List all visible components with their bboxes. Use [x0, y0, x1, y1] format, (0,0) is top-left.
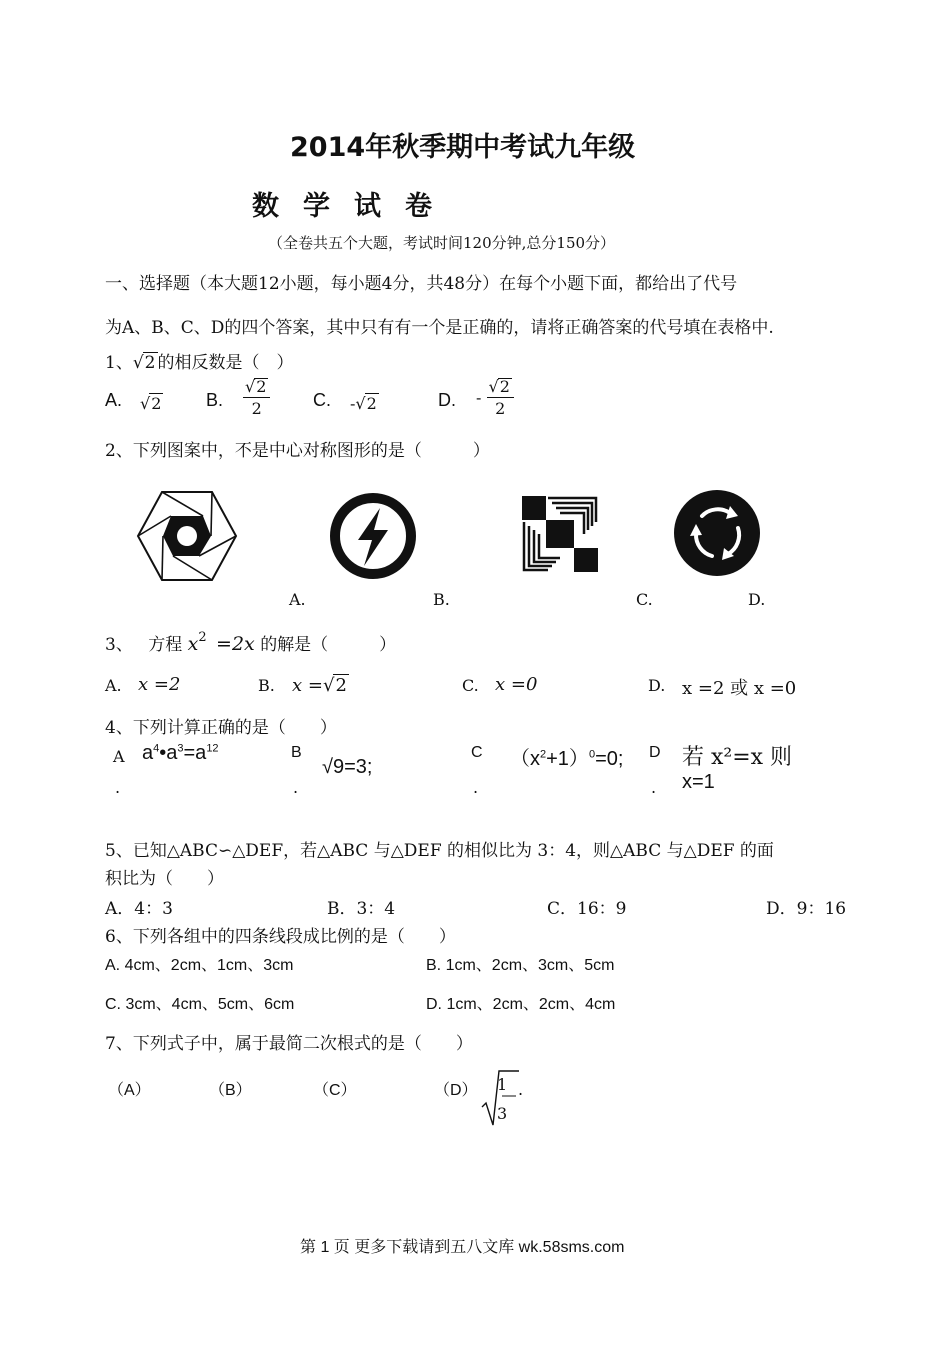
- q3-option-a-label: A.: [105, 676, 122, 695]
- q3-option-b-label: B.: [258, 676, 275, 695]
- q5-option-d: D．9：16: [766, 899, 847, 919]
- q1-c-sqrt: √2: [355, 394, 377, 413]
- q3-number: 3、: [105, 635, 133, 655]
- exam-note: （全卷共五个大题，考试时间120分钟,总分150分）: [268, 234, 616, 252]
- q3-option-a: x =2: [138, 674, 181, 695]
- q4-option-c-label: C: [471, 744, 483, 761]
- q1-b-denominator: 2: [251, 399, 262, 418]
- q4-option-d-label: D: [649, 744, 661, 761]
- q1-option-a-label: A.: [105, 390, 123, 410]
- q4-a-eq: =a: [183, 742, 207, 764]
- q4-c-exp2: 0: [588, 748, 596, 761]
- lightning-circle-figure: [328, 490, 418, 582]
- q1-sqrt: √2: [132, 353, 156, 373]
- q4-option-a-label: A: [113, 747, 125, 766]
- q3-eq-exponent: 2: [198, 630, 207, 645]
- q4-c-mid: +1）: [546, 748, 589, 770]
- q5-option-b: B．3：4: [327, 899, 396, 919]
- q1-stem: [105, 348, 294, 373]
- q2-stem: 2、下列图案中，不是中心对称图形的是（ ）: [105, 441, 490, 461]
- q1-b-fraction: $\frac{√2}{2}$: [243, 378, 270, 417]
- q3-option-c: x =0: [495, 674, 538, 695]
- q3-stem-post: 的解是（ ）: [260, 635, 397, 655]
- q4-option-b-expr: √9=3;: [322, 756, 373, 778]
- q4-c-exp: 2: [540, 748, 547, 761]
- q4-option-d-expr-line1: 若 x²=x 则: [682, 745, 793, 770]
- q3-option-d-label: D.: [648, 676, 666, 695]
- q3-option-b-text: x =: [292, 675, 323, 696]
- q1-option-c-expr: [350, 393, 379, 413]
- q4-a-base: a: [142, 742, 154, 764]
- q4-a-exp3: 12: [206, 742, 219, 755]
- page-subtitle: 数学试卷: [252, 191, 456, 222]
- q1-option-b-expr: [243, 378, 270, 417]
- q2-label-d: D.: [748, 590, 766, 609]
- q4-stem: 4、下列计算正确的是（ ）: [105, 718, 337, 738]
- q1-c-radicand: 2: [366, 394, 377, 413]
- q5-option-c: C．16：9: [547, 899, 627, 919]
- q2-label-c: C.: [636, 590, 653, 609]
- q1-option-c-label: C.: [313, 390, 331, 410]
- q4-option-c-expr: [510, 742, 623, 771]
- q3-b-sqrt: √2: [322, 675, 347, 696]
- q4-option-d-expr-line2: x=1: [682, 771, 715, 793]
- q1-stem-text: 的相反数是（ ）: [157, 353, 294, 373]
- section-intro-line1: 一、选择题（本大题12小题，每小题4分，共48分）在每个小题下面，都给出了代号: [105, 274, 738, 294]
- q4-a-exp2: 3: [177, 742, 184, 755]
- q4-option-a-dot: .: [115, 778, 121, 797]
- q3-option-c-label: C.: [462, 676, 479, 695]
- stacked-squares-figure: [520, 494, 600, 574]
- q3-option-b: [292, 674, 349, 696]
- q1-c-minus: -: [350, 394, 356, 413]
- q3-stem-pre: 方程: [148, 635, 183, 655]
- q7-option-a: （A）: [108, 1082, 151, 1099]
- q5-stem-line1: 5、已知△ABC∽△DEF，若△ABC 与△DEF 的相似比为 3：4，则△ABC 与△DEF 的面: [105, 841, 774, 861]
- q6-option-c: C. 3cm、4cm、5cm、6cm: [105, 996, 295, 1013]
- hexagon-aperture-figure: [136, 490, 238, 582]
- q7-d-tail: .: [518, 1080, 524, 1099]
- q7-option-b: （B）: [209, 1082, 252, 1099]
- q3-eq-lhs: x: [187, 633, 199, 655]
- q7-d-denominator: 3: [497, 1104, 508, 1123]
- q3-stem: [105, 630, 396, 655]
- q1-option-d-expr: [476, 378, 514, 417]
- q5-option-a: A．4：3: [105, 899, 173, 919]
- q4-option-b-dot: .: [293, 778, 299, 797]
- q3-eq-rhs: =2x: [216, 633, 255, 655]
- q1-option-a-expr: [140, 393, 163, 413]
- q1-option-b-label: B.: [206, 390, 224, 410]
- page-footer: 第 1 页 更多下载请到五八文库 wk.58sms.com: [300, 1239, 625, 1256]
- q1-number: 1、: [105, 353, 133, 373]
- q7-stem: 7、下列式子中，属于最简二次根式的是（ ）: [105, 1034, 473, 1054]
- page-title: 2014年秋季期中考试九年级: [290, 132, 636, 163]
- q1-d-radicand: 2: [499, 377, 510, 396]
- q6-stem: 6、下列各组中的四条线段成比例的是（ ）: [105, 927, 456, 947]
- q4-option-c-dot: .: [473, 778, 479, 797]
- q7-d-numerator: 1: [497, 1075, 508, 1094]
- q4-a-dot: •a: [159, 742, 178, 764]
- q6-option-a: A. 4cm、2cm、1cm、3cm: [105, 957, 294, 974]
- q3-option-d: x =2 或 x =0: [682, 678, 797, 699]
- section-intro-line2: 为A、B、C、D的四个答案，其中只有有一个是正确的，请将正确答案的代号填在表格中.: [105, 318, 774, 338]
- q1-a-radicand: 2: [151, 394, 162, 413]
- q1-d-fraction: $\frac{√2}{2}$: [487, 378, 514, 417]
- q2-label-b: B.: [433, 590, 450, 609]
- q6-option-d: D. 1cm、2cm、2cm、4cm: [426, 996, 616, 1013]
- q1-radicand: 2: [144, 353, 156, 373]
- q4-option-a-expr: [142, 742, 219, 765]
- q5-stem-line2: 积比为（ ）: [105, 869, 224, 889]
- q4-c-post: =0;: [595, 748, 624, 770]
- q4-a-exp1: 4: [153, 742, 160, 755]
- q7-option-c: （C）: [313, 1082, 357, 1099]
- q2-label-a: A.: [289, 590, 306, 609]
- q1-a-sqrt: √2: [140, 394, 162, 413]
- q1-option-d-label: D.: [438, 390, 456, 410]
- q1-option-a: [105, 390, 122, 411]
- recycle-arrows-figure: [672, 488, 762, 578]
- q4-option-b-label: B: [291, 744, 302, 761]
- q7-option-d: （D）: [434, 1082, 478, 1099]
- q3-b-radicand: 2: [335, 675, 347, 696]
- q4-c-pre: （x: [510, 748, 540, 770]
- q6-option-b: B. 1cm、2cm、3cm、5cm: [426, 957, 615, 974]
- q4-option-d-dot: .: [651, 778, 657, 797]
- q1-d-minus: -: [476, 388, 482, 407]
- q1-b-radicand: 2: [256, 377, 267, 396]
- q1-d-denominator: 2: [495, 399, 506, 418]
